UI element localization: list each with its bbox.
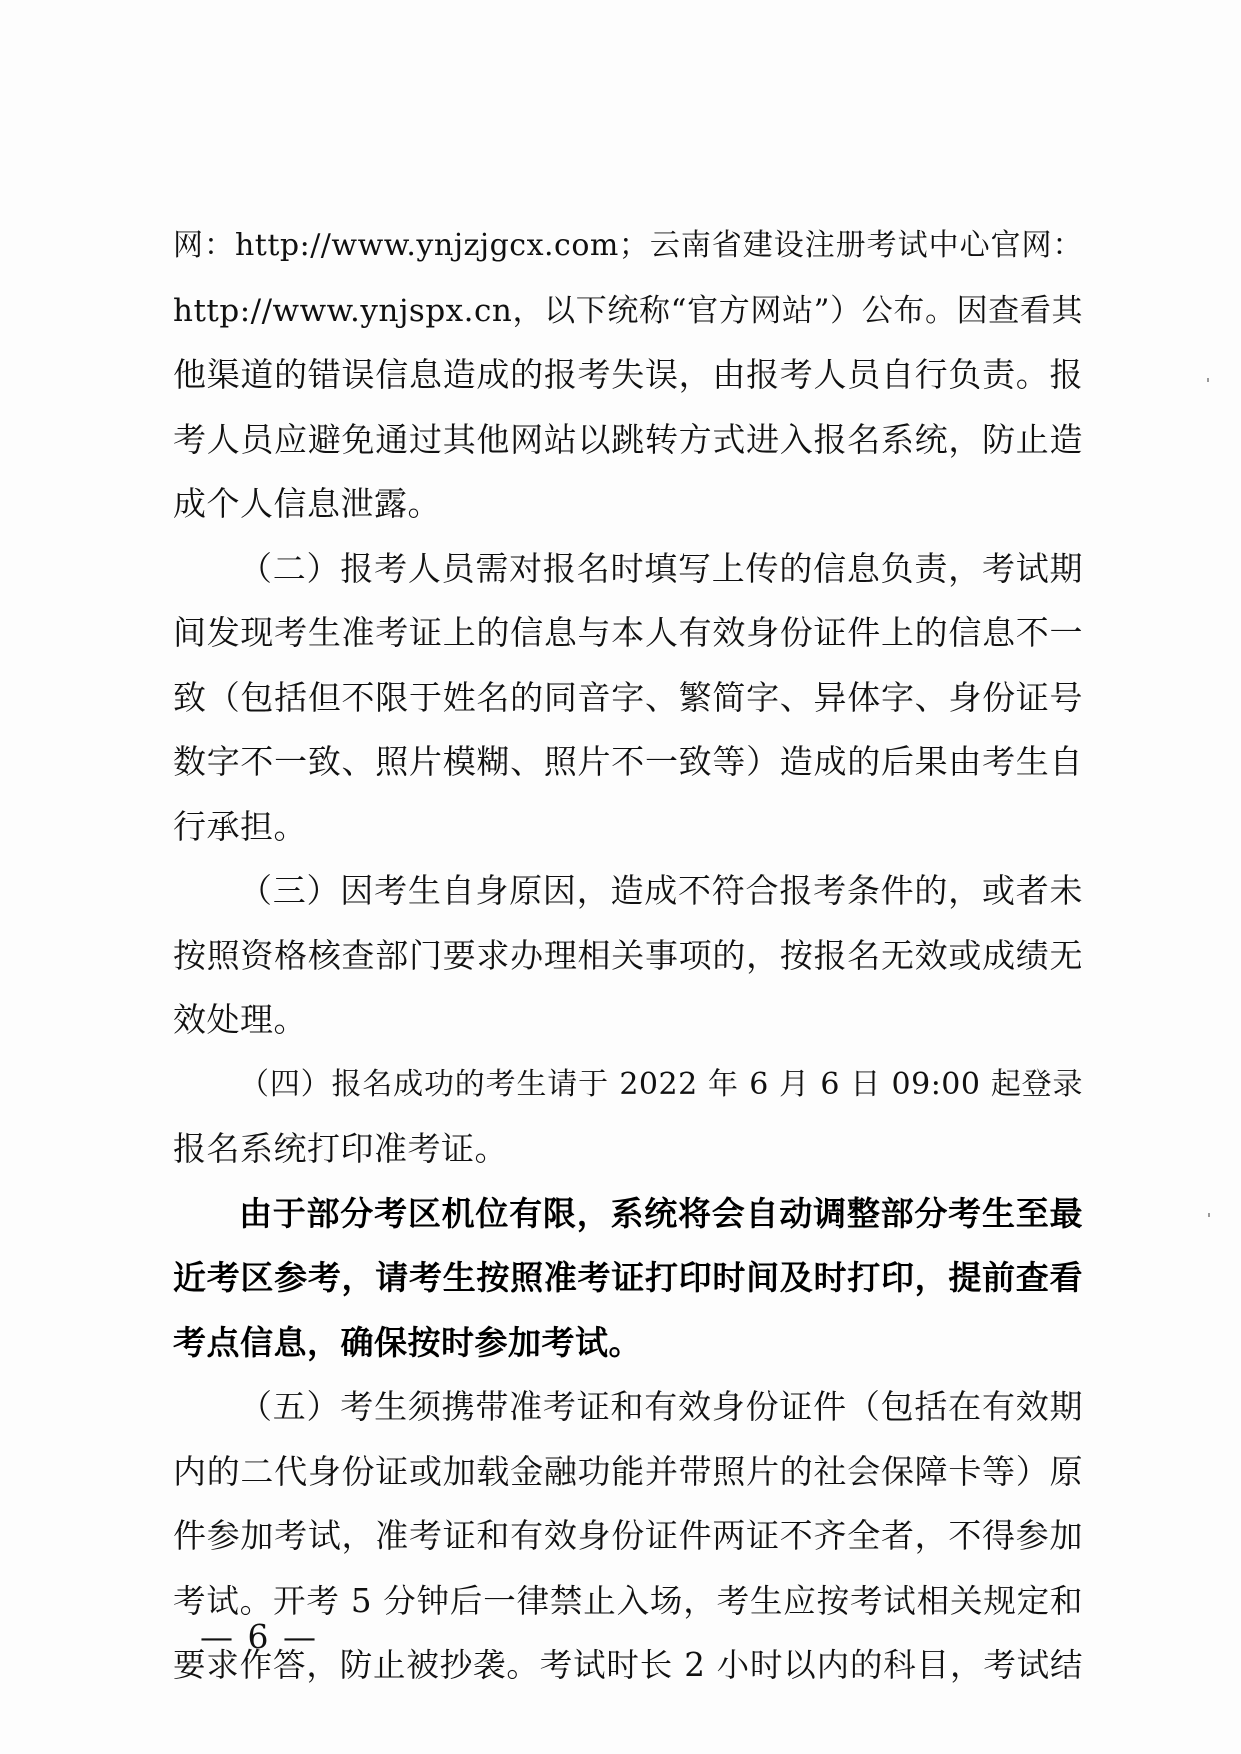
scan-speck-2	[1208, 1213, 1210, 1217]
text-line: http://www.ynjspx.cn，以下统称“官方网站”）公布。因查看其	[173, 292, 1083, 329]
text-line: 数字不一致、照片模糊、照片不一致等）造成的后果由考生自	[173, 742, 1083, 781]
page-number: — 6 —	[200, 1617, 318, 1656]
text-line: 考试。开考 5 分钟后一律禁止入场，考生应按考试相关规定和	[173, 1581, 1083, 1620]
emphasis-line: 考点信息，确保按时参加考试。	[173, 1322, 642, 1362]
text-line: 件参加考试，准考证和有效身份证件两证不齐全者，不得参加	[173, 1516, 1083, 1555]
text-line: 他渠道的错误信息造成的报考失误，由报考人员自行负责。报	[173, 355, 1083, 394]
scan-speck-1	[1207, 378, 1209, 382]
emphasis-line: 由于部分考区机位有限，系统将会自动调整部分考生至最	[239, 1193, 1083, 1233]
text-line: 致（包括但不限于姓名的同音字、繁简字、异体字、身份证号	[173, 677, 1083, 717]
text-line: （二）报考人员需对报名时填写上传的信息负责，考试期	[239, 548, 1083, 588]
text-line: （四）报名成功的考生请于 2022 年 6 月 6 日 09:00 起登录	[239, 1066, 1083, 1102]
text-line: （三）因考生自身原因，造成不符合报考条件的，或者未	[239, 871, 1083, 910]
text-line: 效处理。	[173, 1000, 307, 1039]
text-line: 行承担。	[173, 806, 307, 846]
text-line: 网：http://www.ynjzjgcx.com；云南省建设注册考试中心官网：	[173, 228, 1083, 263]
text-line: 按照资格核查部门要求办理相关事项的，按报名无效或成绩无	[173, 935, 1083, 975]
text-line: 要求作答，防止被抄袭。考试时长 2 小时以内的科目，考试结	[173, 1646, 1083, 1684]
text-line: 内的二代身份证或加载金融功能并带照片的社会保障卡等）原	[173, 1451, 1083, 1491]
text-line: 考人员应避免通过其他网站以跳转方式进入报名系统，防止造	[173, 419, 1083, 459]
body-text	[173, 228, 1083, 1712]
text-line: 成个人信息泄露。	[173, 484, 441, 523]
emphasis-line: 近考区参考，请考生按照准考证打印时间及时打印，提前查看	[173, 1258, 1083, 1297]
text-line: （五）考生须携带准考证和有效身份证件（包括在有效期	[239, 1387, 1083, 1426]
text-line: 报名系统打印准考证。	[173, 1129, 508, 1168]
text-line: 间发现考生准考证上的信息与本人有效身份证件上的信息不一	[173, 613, 1083, 652]
